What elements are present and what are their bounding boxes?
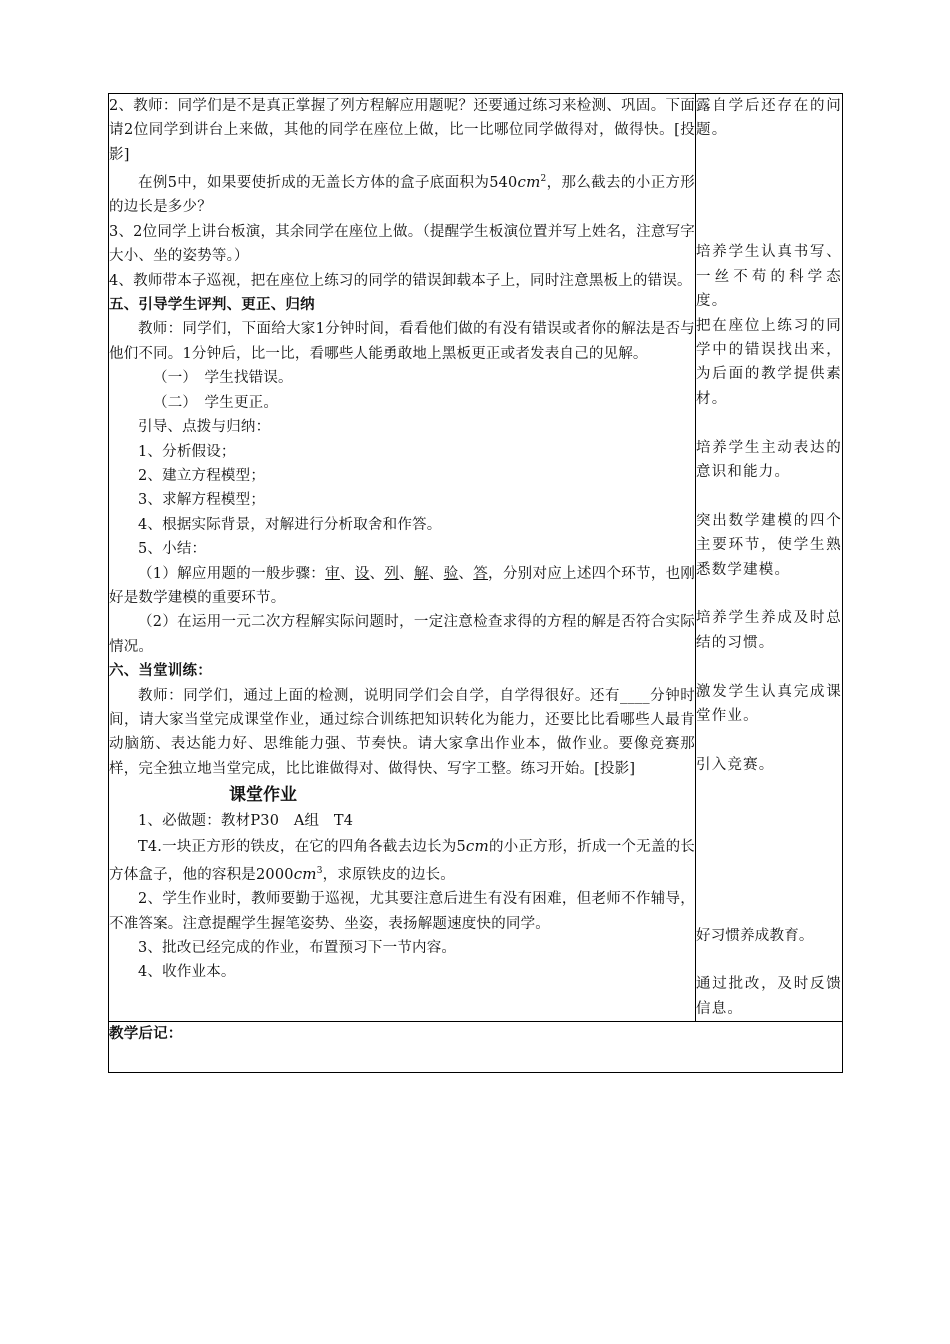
unit-cm: cm bbox=[293, 864, 317, 883]
teaching-notes-cell bbox=[109, 1022, 843, 1073]
side-note: 把在座位上练习的同学中的错误找出来，为后面的教学提供素材。 bbox=[696, 317, 842, 407]
teaching-process-cell bbox=[109, 94, 696, 1022]
paragraph-one-minute: 教师：同学们，下面给大家1分钟时间，看看他们做的有没有错误或者你的解法是否与他们不同。1分钟后，比一比，看哪些人能勇敢地上黑板更正或者发表自己的见解。 bbox=[109, 321, 695, 362]
step-word: 答 bbox=[473, 565, 489, 582]
section-heading-six: 六、当堂训练： bbox=[109, 662, 212, 680]
paragraph-board-work: 3、2位同学上讲台板演，其余同学在座位上做。（提醒学生板演位置并写上姓名，注意写字大小、坐的姿势等。） bbox=[109, 223, 695, 265]
after-class-row bbox=[109, 1022, 843, 1073]
paragraph-summary-steps: （1）解应用题的一般步骤：审、设、列、解、验、答，分别对应上述四个环节，也刚好是数学建模的重要环节。 bbox=[109, 565, 696, 606]
paragraph-in-class-training: 教师：同学们，通过上面的检测，说明同学们会自学，自学得很好。还有____分钟时间，请大家当堂完成课堂作业，通过综合训练把知识转化为能力，还要比比看哪些人最肯动脑筋、表达能力好、思维能力强、节奏快。请大家拿出作业本，做作业。要像竞赛那样，完全独立地当堂完成，比比谁做得对、做得快、写字工整。练习开始。[投影] bbox=[109, 687, 695, 777]
side-note: 通过批改，及时反馈信息。 bbox=[696, 976, 842, 1017]
text-segment: ，求原铁皮的边长。 bbox=[322, 866, 455, 883]
text-segment: ，分别对应上述四个环节，也刚好是数学建模的重要环节。 bbox=[109, 565, 696, 606]
step-word: 设 bbox=[354, 565, 370, 582]
side-note: 培养学生认真书写、一丝不苟的科学态度。 bbox=[696, 244, 842, 310]
step-word: 验 bbox=[443, 565, 459, 582]
text-segment: ，那么截去的小正方形的边长是多少？ bbox=[109, 175, 695, 216]
paragraph-required: 1、必做题：教材P30 A组 T4 bbox=[138, 813, 354, 830]
section-heading-five: 五、引导学生评判、更正、归纳 bbox=[109, 296, 315, 314]
side-note: 培养学生养成及时总结的习惯。 bbox=[696, 610, 842, 651]
step-word: 列 bbox=[384, 565, 400, 582]
step-word: 审 bbox=[325, 565, 340, 582]
list-item: 3、求解方程模型； bbox=[138, 492, 266, 509]
paragraph-find-errors: （一） 学生找错误。 bbox=[153, 370, 293, 387]
unit-cm: cm bbox=[465, 836, 489, 855]
text-segment: （1）解应用题的一般步骤： bbox=[138, 565, 326, 582]
list-item: 1、分析假设； bbox=[138, 443, 236, 460]
side-note: 引入竞赛。 bbox=[696, 756, 775, 773]
paragraph-problem-t4 bbox=[109, 834, 695, 888]
paragraph-teacher-patrol-homework: 2、学生作业时，教师要勤于巡视，尤其要注意后进生有没有困难，但老师不作辅导，不准答案。注意提醒学生握笔姿势、坐姿，表扬解题速度快的同学。 bbox=[109, 891, 695, 932]
paragraph-correct: （二） 学生更正。 bbox=[153, 394, 279, 411]
design-intent-cell bbox=[696, 94, 843, 1022]
lesson-plan-page bbox=[108, 93, 842, 1073]
paragraph-grade: 3、批改已经完成的作业，布置预习下一节内容。 bbox=[138, 940, 457, 957]
side-note: 激发学生认真完成课堂作业。 bbox=[696, 683, 842, 725]
side-note: 好习惯养成教育。 bbox=[696, 927, 814, 944]
paragraph-teacher-patrol: 4、教师带本子巡视，把在座位上练习的同学的错误卸载本子上，同时注意黑板上的错误。 bbox=[109, 272, 692, 289]
step-word: 解 bbox=[413, 565, 429, 582]
text-segment: 的小正方形，折成一个无盖的长方体盒子，他的容积是2000 bbox=[109, 838, 695, 883]
unit-exponent: 3 bbox=[316, 866, 323, 877]
unit-cm: cm bbox=[517, 173, 541, 192]
side-note: 突出数学建模的四个主要环节，使学生熟悉数学建模。 bbox=[696, 512, 842, 578]
homework-title: 课堂作业 bbox=[229, 785, 297, 806]
list-item: 5、小结： bbox=[138, 541, 207, 558]
text-segment: T4.一块正方形的铁皮，在它的四角各截去边长为5 bbox=[138, 838, 466, 855]
paragraph-collect: 4、收作业本。 bbox=[138, 964, 236, 981]
paragraph-teacher-practice: 2、教师：同学们是不是真正掌握了列方程解应用题呢？还要通过练习来检测、巩固。下面请2位同学到讲台上来做，其他的同学在座位上做，比一比哪位同学做得对，做得快。[投影] bbox=[109, 98, 695, 163]
paragraph-guide: 引导、点拨与归纳： bbox=[138, 419, 271, 436]
paragraph-example-question bbox=[109, 167, 695, 220]
list-item: 2、建立方程模型； bbox=[138, 467, 266, 484]
teaching-notes-label: 教学后记： bbox=[109, 1025, 183, 1043]
lesson-plan-table bbox=[108, 93, 843, 1073]
paragraph-summary-check: （2）在运用一元二次方程解实际问题时，一定注意检查求得的方程的解是否符合实际情况。 bbox=[109, 614, 695, 655]
lesson-row bbox=[109, 94, 843, 1022]
side-note: 露自学后还存在的问题。 bbox=[696, 98, 842, 139]
list-item: 4、根据实际背景，对解进行分析取舍和作答。 bbox=[138, 516, 442, 533]
side-note: 培养学生主动表达的意识和能力。 bbox=[696, 439, 842, 481]
text-segment: 在例5中，如果要使折成的无盖长方体的盒子底面积为540 bbox=[138, 175, 518, 192]
unit-exponent: 2 bbox=[540, 174, 547, 185]
